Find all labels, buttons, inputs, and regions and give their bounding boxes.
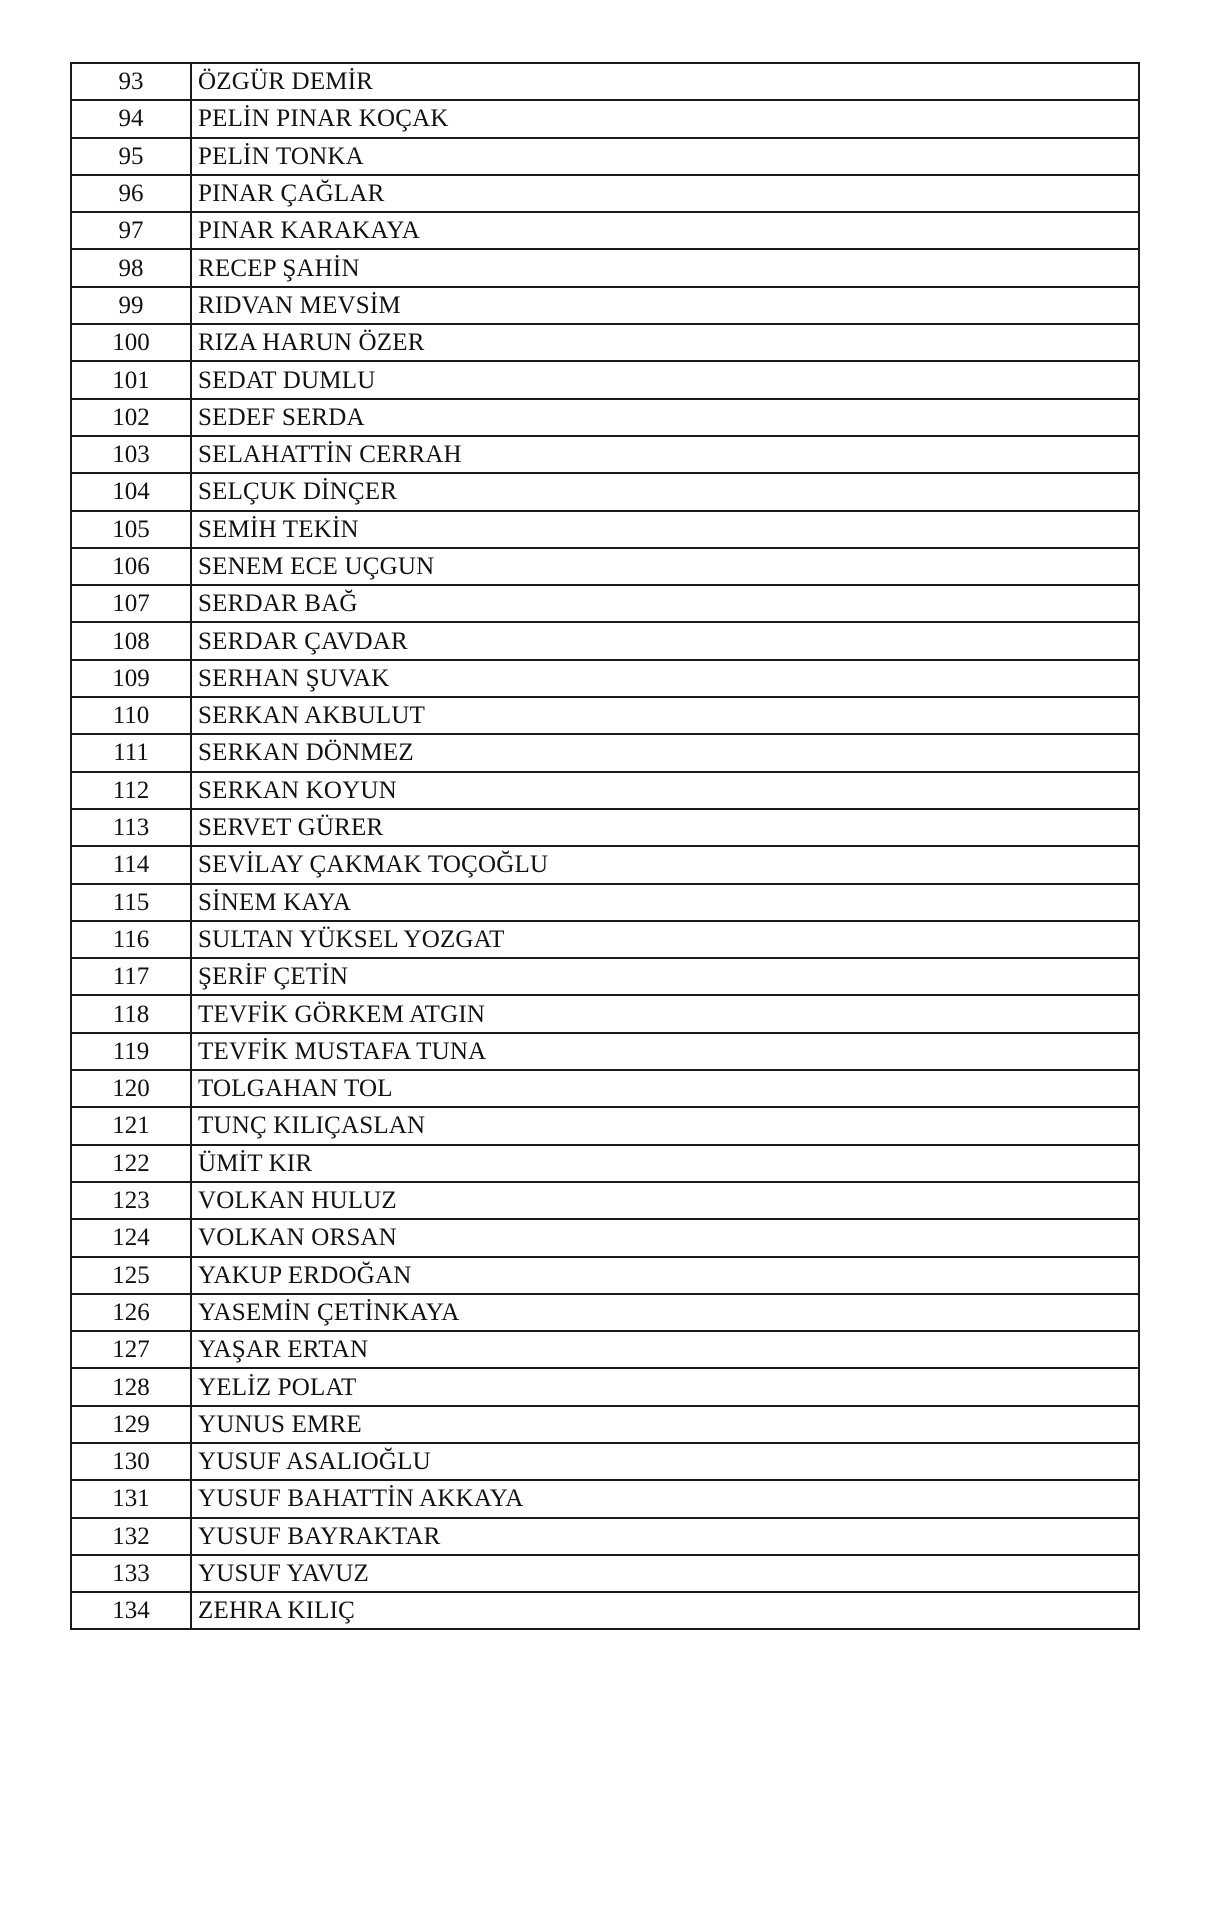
full-name-cell: SERDAR BAĞ (191, 585, 1139, 622)
full-name-cell: RIZA HARUN ÖZER (191, 324, 1139, 361)
row-number-cell: 105 (71, 511, 191, 548)
table-row (71, 809, 1139, 846)
full-name-cell: RIDVAN MEVSİM (191, 287, 1139, 324)
full-name-cell: SERKAN AKBULUT (191, 697, 1139, 734)
full-name-cell: PINAR KARAKAYA (191, 212, 1139, 249)
table-row (71, 1555, 1139, 1592)
row-number-cell: 98 (71, 249, 191, 286)
full-name-cell: SERHAN ŞUVAK (191, 660, 1139, 697)
full-name-cell: SEDEF SERDA (191, 399, 1139, 436)
table-row (71, 1331, 1139, 1368)
table-row (71, 212, 1139, 249)
full-name-cell: ZEHRA KILIÇ (191, 1592, 1139, 1629)
full-name-cell: YAŞAR ERTAN (191, 1331, 1139, 1368)
row-number-cell: 134 (71, 1592, 191, 1629)
row-number-cell: 102 (71, 399, 191, 436)
row-number-cell: 99 (71, 287, 191, 324)
row-number-cell: 120 (71, 1070, 191, 1107)
table-row (71, 1592, 1139, 1629)
name-list-table (70, 62, 1140, 1630)
table-row (71, 995, 1139, 1032)
table-row (71, 1406, 1139, 1443)
row-number-cell: 131 (71, 1480, 191, 1517)
row-number-cell: 113 (71, 809, 191, 846)
table-row (71, 846, 1139, 883)
full-name-cell: ŞERİF ÇETİN (191, 958, 1139, 995)
table-row (71, 399, 1139, 436)
full-name-cell: VOLKAN HULUZ (191, 1182, 1139, 1219)
table-row (71, 772, 1139, 809)
row-number-cell: 123 (71, 1182, 191, 1219)
row-number-cell: 107 (71, 585, 191, 622)
full-name-cell: ÖZGÜR DEMİR (191, 63, 1139, 100)
row-number-cell: 112 (71, 772, 191, 809)
table-row (71, 1182, 1139, 1219)
full-name-cell: YUSUF ASALIOĞLU (191, 1443, 1139, 1480)
table-row (71, 1480, 1139, 1517)
full-name-cell: ÜMİT KIR (191, 1145, 1139, 1182)
row-number-cell: 127 (71, 1331, 191, 1368)
full-name-cell: PELİN PINAR KOÇAK (191, 100, 1139, 137)
table-row (71, 473, 1139, 510)
table-row (71, 511, 1139, 548)
full-name-cell: SELÇUK DİNÇER (191, 473, 1139, 510)
full-name-cell: YUSUF BAYRAKTAR (191, 1518, 1139, 1555)
full-name-cell: SİNEM KAYA (191, 884, 1139, 921)
row-number-cell: 115 (71, 884, 191, 921)
name-list-body (71, 63, 1139, 1629)
full-name-cell: SERDAR ÇAVDAR (191, 622, 1139, 659)
full-name-cell: TUNÇ KILIÇASLAN (191, 1107, 1139, 1144)
table-row (71, 697, 1139, 734)
table-row (71, 1145, 1139, 1182)
table-row (71, 884, 1139, 921)
row-number-cell: 106 (71, 548, 191, 585)
full-name-cell: SENEM ECE UÇGUN (191, 548, 1139, 585)
row-number-cell: 100 (71, 324, 191, 361)
row-number-cell: 103 (71, 436, 191, 473)
full-name-cell: SERKAN KOYUN (191, 772, 1139, 809)
row-number-cell: 110 (71, 697, 191, 734)
table-row (71, 734, 1139, 771)
row-number-cell: 117 (71, 958, 191, 995)
table-row (71, 287, 1139, 324)
table-row (71, 1443, 1139, 1480)
table-row (71, 1257, 1139, 1294)
row-number-cell: 128 (71, 1368, 191, 1405)
full-name-cell: TOLGAHAN TOL (191, 1070, 1139, 1107)
row-number-cell: 133 (71, 1555, 191, 1592)
table-row (71, 1368, 1139, 1405)
row-number-cell: 96 (71, 175, 191, 212)
full-name-cell: SEMİH TEKİN (191, 511, 1139, 548)
row-number-cell: 124 (71, 1219, 191, 1256)
full-name-cell: YELİZ POLAT (191, 1368, 1139, 1405)
full-name-cell: TEVFİK GÖRKEM ATGIN (191, 995, 1139, 1032)
table-row (71, 324, 1139, 361)
table-row (71, 1033, 1139, 1070)
full-name-cell: SEDAT DUMLU (191, 361, 1139, 398)
full-name-cell: SERVET GÜRER (191, 809, 1139, 846)
table-row (71, 1219, 1139, 1256)
full-name-cell: SEVİLAY ÇAKMAK TOÇOĞLU (191, 846, 1139, 883)
row-number-cell: 116 (71, 921, 191, 958)
row-number-cell: 111 (71, 734, 191, 771)
row-number-cell: 104 (71, 473, 191, 510)
row-number-cell: 118 (71, 995, 191, 1032)
full-name-cell: PELİN TONKA (191, 138, 1139, 175)
table-row (71, 361, 1139, 398)
full-name-cell: YASEMİN ÇETİNKAYA (191, 1294, 1139, 1331)
table-row (71, 958, 1139, 995)
table-row (71, 622, 1139, 659)
table-row (71, 548, 1139, 585)
table-row (71, 249, 1139, 286)
table-row (71, 921, 1139, 958)
full-name-cell: YUSUF YAVUZ (191, 1555, 1139, 1592)
row-number-cell: 121 (71, 1107, 191, 1144)
full-name-cell: VOLKAN ORSAN (191, 1219, 1139, 1256)
table-row (71, 100, 1139, 137)
table-row (71, 63, 1139, 100)
table-row (71, 1518, 1139, 1555)
full-name-cell: SELAHATTİN CERRAH (191, 436, 1139, 473)
table-row (71, 436, 1139, 473)
row-number-cell: 119 (71, 1033, 191, 1070)
table-row (71, 1070, 1139, 1107)
full-name-cell: SULTAN YÜKSEL YOZGAT (191, 921, 1139, 958)
row-number-cell: 130 (71, 1443, 191, 1480)
full-name-cell: PINAR ÇAĞLAR (191, 175, 1139, 212)
table-row (71, 1294, 1139, 1331)
row-number-cell: 101 (71, 361, 191, 398)
row-number-cell: 132 (71, 1518, 191, 1555)
row-number-cell: 97 (71, 212, 191, 249)
row-number-cell: 125 (71, 1257, 191, 1294)
full-name-cell: TEVFİK MUSTAFA TUNA (191, 1033, 1139, 1070)
table-row (71, 1107, 1139, 1144)
row-number-cell: 129 (71, 1406, 191, 1443)
row-number-cell: 95 (71, 138, 191, 175)
row-number-cell: 94 (71, 100, 191, 137)
full-name-cell: YAKUP ERDOĞAN (191, 1257, 1139, 1294)
row-number-cell: 114 (71, 846, 191, 883)
row-number-cell: 109 (71, 660, 191, 697)
table-row (71, 660, 1139, 697)
full-name-cell: RECEP ŞAHİN (191, 249, 1139, 286)
row-number-cell: 122 (71, 1145, 191, 1182)
row-number-cell: 108 (71, 622, 191, 659)
full-name-cell: SERKAN DÖNMEZ (191, 734, 1139, 771)
row-number-cell: 126 (71, 1294, 191, 1331)
row-number-cell: 93 (71, 63, 191, 100)
table-row (71, 138, 1139, 175)
table-row (71, 175, 1139, 212)
full-name-cell: YUNUS EMRE (191, 1406, 1139, 1443)
full-name-cell: YUSUF BAHATTİN AKKAYA (191, 1480, 1139, 1517)
table-row (71, 585, 1139, 622)
